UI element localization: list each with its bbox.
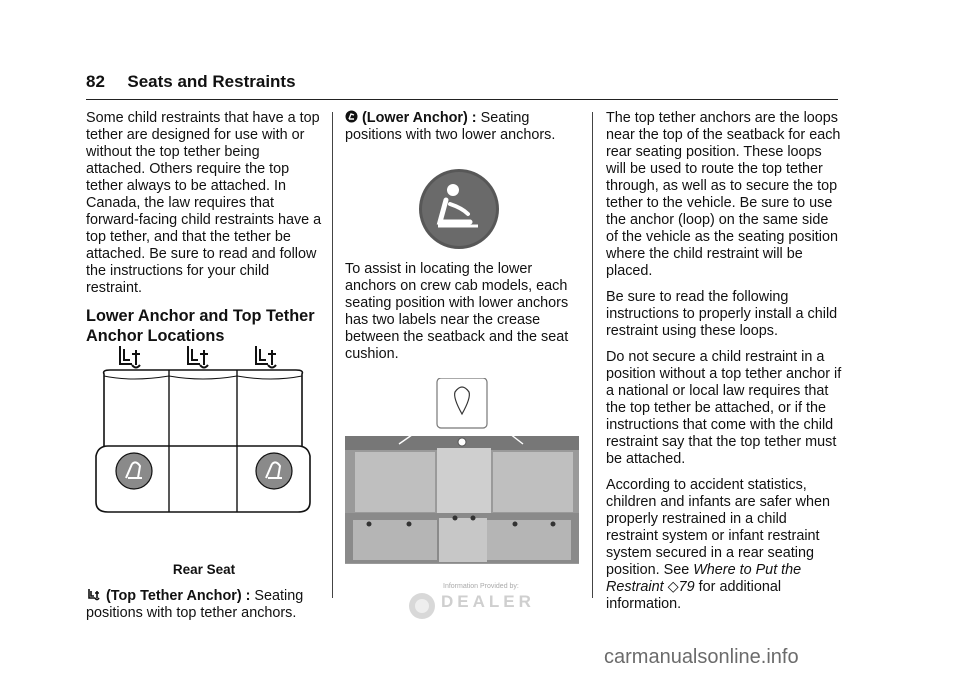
crew-cab-paragraph: To assist in locating the lower anchors on crew cab models, each seating position with lower anchors has two labels near the crease between the seatback and the seat cushion. (345, 261, 569, 362)
top-tether-symbol-icon (86, 587, 102, 602)
dealer-watermark (405, 583, 547, 623)
lower-anchor-icon (116, 453, 152, 489)
column-divider (332, 112, 333, 598)
intro-paragraph: Some child restraints that have a top tether are designed for use with or without the top tether being attached. Others require the top tether always to be attached. In Canada, the law requires that forward-facing child restraints have a top tether, and that the tether be attached. Be sure to read and follow the instructions for your child restraint. (86, 110, 322, 296)
crew-cab-seat-figure (345, 378, 579, 564)
lower-anchor-icon (256, 453, 292, 489)
lower-anchor-definition (345, 110, 581, 144)
column-3 (606, 110, 842, 622)
lower-anchor-large-icon (418, 168, 500, 250)
watermark-caption: Information Provided by: (443, 583, 519, 590)
paragraph-4-text: According to accident statistics, children and infants are safer when properly restrained in a child restraint system or infant restraint system secured in a rear seating position. See (606, 477, 830, 578)
reference-page[interactable]: 79 (678, 579, 695, 595)
top-tether-desc: Seating positions with top tether anchors. (86, 588, 304, 621)
top-tether-term: (Top Tether Anchor) : (106, 588, 251, 604)
figure-caption: Rear Seat (172, 562, 236, 577)
paragraph-4-end: for additional information. (606, 579, 782, 612)
header-rule (86, 99, 838, 100)
lower-anchor-symbol-icon (345, 110, 358, 123)
column-divider (592, 112, 593, 598)
callout-box (437, 378, 487, 428)
watermark-brand: DEALER (441, 592, 535, 611)
paragraph-4 (606, 477, 842, 613)
footer-site-name[interactable]: carmanualsonline.info (604, 646, 799, 668)
page-header (86, 72, 838, 92)
top-tether-definition (86, 587, 322, 622)
tether-symbol-icon (188, 346, 208, 368)
lower-anchor-desc: Seating positions with two lower anchors. (345, 110, 556, 143)
section-heading: Lower Anchor and Top Tether Anchor Locations (86, 307, 315, 345)
lower-anchor-term: (Lower Anchor) : (362, 110, 477, 126)
cross-reference-link[interactable]: Where to Put the Restraint (606, 562, 802, 595)
reference-icon: ◇ (667, 579, 679, 595)
dealer-logo-icon (407, 591, 437, 621)
paragraph-3: Do not secure a child restraint in a position without a top tether anchor if a national or local law requires that the top tether be attached, or if the instructions that come with the child restraint say that the top tether must be attached. (606, 349, 842, 467)
section-title: Seats and Restraints (127, 72, 296, 91)
paragraph-2: Be sure to read the following instructions to properly install a child restraint using these loops. (606, 289, 838, 339)
paragraph-1: The top tether anchors are the loops near the top of the seatback for each rear seating position. These loops will be used to route the top tether through, as well as to secure the top tether to the vehicle. Be sure to use the anchor (loop) on the same side of the vehicle as the seating position where the child restraint will be placed. (606, 110, 841, 279)
rear-seat-figure (92, 340, 314, 520)
tether-symbol-icon (256, 346, 276, 368)
tether-symbol-icon (120, 346, 140, 368)
page-number: 82 (86, 72, 105, 91)
